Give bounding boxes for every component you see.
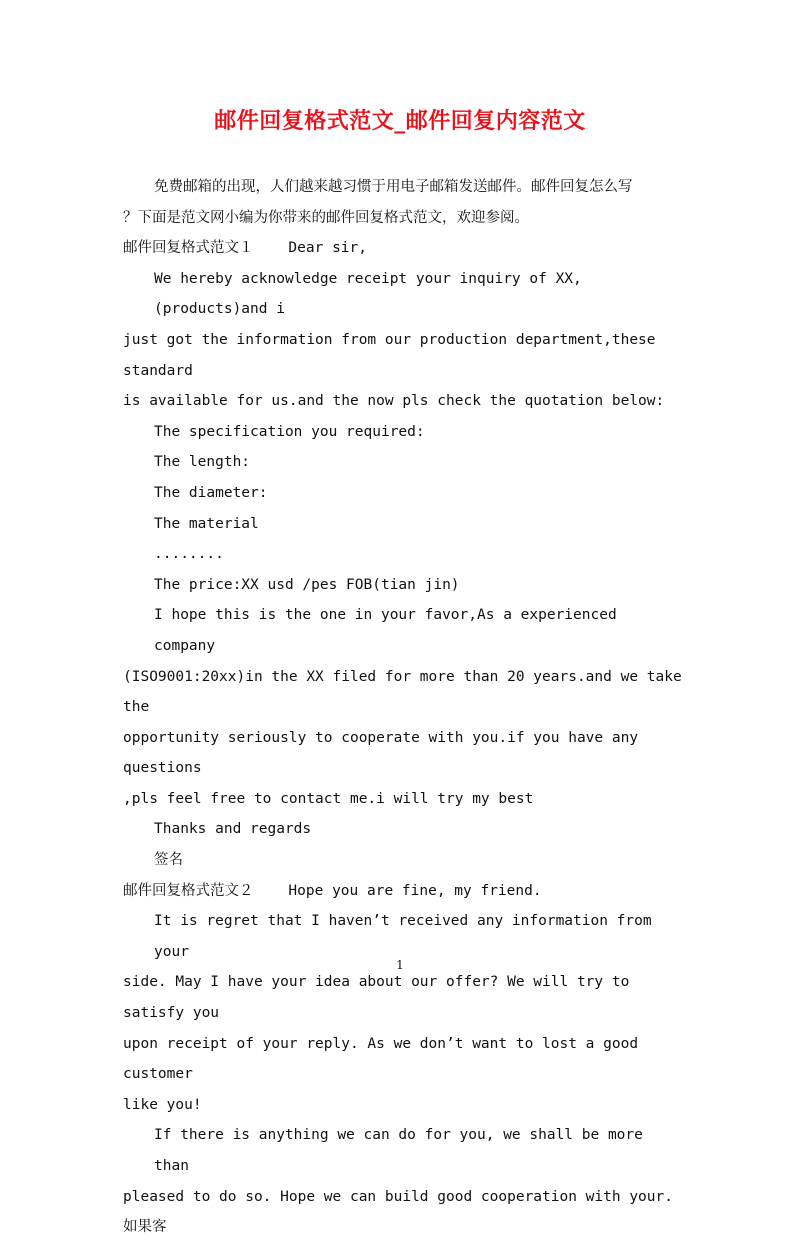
text-line: opportunity seriously to cooperate with you.if you have any questions xyxy=(123,729,647,777)
text-line: Thanks and regards xyxy=(154,821,312,838)
text-line: 邮件回复格式范文１ Dear sir, xyxy=(123,240,367,257)
text-line: The material xyxy=(154,515,259,532)
text-line: side. May I have your idea about our offer? We will try to satisfy you xyxy=(123,974,639,1022)
text-line: 邮件回复格式范文２ Hope you are fine, my friend. xyxy=(123,882,542,899)
text-line: upon receipt of your reply. As we don’t want to lost a good customer xyxy=(123,1035,647,1083)
text-line: ,pls feel free to contact me.i will try my best xyxy=(123,790,534,807)
text-line: 免费邮箱的出现，人们越来越习惯于用电子邮箱发送邮件。邮件回复怎么写 xyxy=(154,179,633,195)
text-line: 签名 xyxy=(154,852,183,869)
text-line: If there is anything we can do for you, we shall be more than xyxy=(154,1127,652,1174)
text-line: We hereby acknowledge receipt your inquiry of XX,(products)and i xyxy=(154,270,582,318)
text-line: The price:XX usd /pes FOB(tian jin) xyxy=(154,576,460,593)
document-body xyxy=(123,172,691,1243)
text-line: is available for us.and the now pls check the quotation below: xyxy=(123,393,665,410)
text-line: The specification you required: xyxy=(154,423,425,440)
page-number: 1 xyxy=(396,958,404,972)
text-line: just got the information from our production department,these standard xyxy=(123,331,665,379)
text-line: The diameter: xyxy=(154,484,268,501)
text-line: ........ xyxy=(154,546,224,563)
text-line: I hope this is the one in your favor,As a experienced company xyxy=(154,607,626,654)
text-line: ？下面是范文网小编为你带来的邮件回复格式范文，欢迎参阅。 xyxy=(123,209,529,226)
text-line: It is regret that I haven’t received any information from your xyxy=(154,913,661,960)
text-line: The length: xyxy=(154,454,251,471)
text-line: pleased to do so. Hope we can build good cooperation with your. 如果客 xyxy=(123,1188,682,1236)
text-line: (ISO9001:20xx)in the XX filed for more than 20 years.and we take the xyxy=(123,668,691,716)
document-title: 邮件回复格式范文_邮件回复内容范文 xyxy=(214,108,586,134)
text-line: like you! xyxy=(123,1096,202,1113)
